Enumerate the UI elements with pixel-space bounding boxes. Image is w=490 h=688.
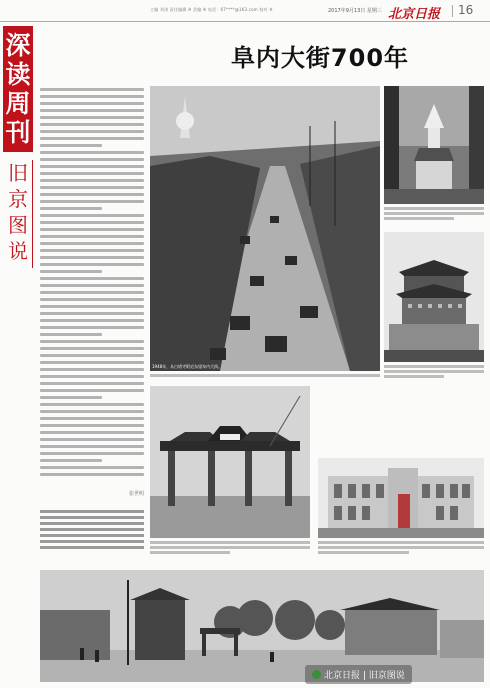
body-text-line — [40, 473, 144, 476]
watermark-text: 北京日报 | 旧京图说 — [324, 671, 405, 681]
body-text-line — [40, 130, 144, 133]
body-text-line — [40, 214, 144, 217]
photo-main-street — [150, 86, 380, 371]
vertical-char: 图 — [8, 213, 28, 237]
article-notes — [40, 510, 144, 555]
body-text-line — [40, 151, 144, 154]
photo-white-pagoda — [384, 86, 484, 204]
masthead-divider — [452, 5, 453, 17]
masthead-date: 2017年9月13日 星期三 — [328, 8, 382, 14]
column-subtitle-rule — [32, 160, 33, 268]
column-title — [3, 26, 33, 152]
photo-memorial-arch — [150, 386, 310, 538]
body-text-line — [40, 417, 144, 420]
photo-western-building — [318, 458, 484, 538]
caption-memorial-arch — [150, 540, 310, 556]
body-text-line — [40, 116, 144, 119]
caption-main: 1948年，从白塔寺附近东望阜内大街。 — [152, 364, 223, 369]
body-text-line — [40, 326, 144, 329]
body-text-line — [40, 347, 144, 350]
vertical-char: 旧 — [8, 161, 28, 185]
body-text-line — [40, 466, 144, 469]
body-text-line — [40, 452, 144, 455]
body-text-line — [40, 396, 102, 399]
page-number: 16 — [458, 3, 474, 17]
vertical-char: 说 — [8, 239, 28, 263]
body-text-line — [40, 137, 144, 140]
body-text-line — [40, 207, 102, 210]
body-text-line — [40, 424, 144, 427]
vertical-char: 刊 — [5, 118, 31, 147]
notes-text-line — [40, 522, 144, 525]
body-text-line — [40, 158, 144, 161]
body-text-line — [40, 445, 144, 448]
masthead — [0, 0, 490, 22]
photo-city-gate-image — [384, 232, 484, 362]
article-body — [40, 88, 144, 488]
body-text-line — [40, 221, 144, 224]
column-subtitle — [6, 160, 30, 264]
body-text-line — [40, 340, 144, 343]
body-text-line — [40, 410, 144, 413]
body-text-line — [40, 102, 144, 105]
caption-western-building — [318, 540, 484, 556]
body-text-line — [40, 95, 144, 98]
paper-name: 北京日报 — [388, 7, 441, 22]
notes-text-line — [40, 516, 144, 519]
photo-bottom-panorama-image — [40, 570, 484, 682]
body-text-line — [40, 431, 144, 434]
body-text-line — [40, 165, 144, 168]
body-text-line — [40, 228, 144, 231]
photo-memorial-arch-image — [150, 386, 310, 538]
body-text-line — [40, 242, 144, 245]
body-text-line — [40, 438, 144, 441]
notes-text-line — [40, 540, 144, 543]
photo-white-pagoda-image — [384, 86, 484, 204]
photo-western-building-image — [318, 458, 484, 538]
body-text-line — [40, 333, 102, 336]
body-text-line — [40, 263, 144, 266]
body-text-line — [40, 403, 144, 406]
caption-city-gate — [384, 364, 484, 380]
body-text-line — [40, 284, 144, 287]
body-text-line — [40, 144, 102, 147]
body-text-line — [40, 193, 144, 196]
vertical-char: 周 — [5, 89, 31, 118]
body-text-line — [40, 305, 144, 308]
body-text-line — [40, 186, 144, 189]
photo-bottom-panorama — [40, 570, 484, 682]
body-text-line — [40, 200, 144, 203]
body-text-line — [40, 235, 144, 238]
body-text-line — [40, 270, 102, 273]
author: 张世明 — [128, 491, 144, 497]
notes-text-line — [40, 534, 144, 537]
notes-text-line — [40, 510, 144, 513]
caption-white-pagoda — [384, 206, 484, 222]
body-text-line — [40, 312, 144, 315]
body-text-line — [40, 375, 144, 378]
body-text-line — [40, 459, 102, 462]
body-text-line — [40, 172, 144, 175]
watermark — [305, 665, 412, 684]
notes-text-line — [40, 546, 144, 549]
column-title-text — [3, 31, 33, 147]
caption-main-strip — [150, 373, 380, 379]
photo-main-street-image — [150, 86, 380, 371]
notes-text-line — [40, 528, 144, 531]
body-text-line — [40, 382, 144, 385]
headline: 阜内大街700年 — [230, 44, 410, 72]
body-text-line — [40, 179, 144, 182]
body-text-line — [40, 256, 144, 259]
masthead-meta: 主编 刘涛 责任编辑 ※ 美编 ※ 电话：67****@163.com 校对 ※ — [150, 7, 273, 12]
body-text-line — [40, 354, 144, 357]
body-text-line — [40, 277, 144, 280]
body-text-line — [40, 298, 144, 301]
column-subtitle-text — [6, 160, 30, 264]
vertical-char: 深 — [5, 31, 31, 60]
body-text-line — [40, 109, 144, 112]
vertical-char: 京 — [8, 187, 28, 211]
body-text-line — [40, 249, 144, 252]
body-text-line — [40, 361, 144, 364]
vertical-char: 读 — [5, 60, 31, 89]
body-text-line — [40, 291, 144, 294]
wechat-icon — [312, 670, 321, 679]
body-text-line — [40, 319, 144, 322]
body-text-line — [40, 389, 144, 392]
photo-city-gate — [384, 232, 484, 362]
body-text-line — [40, 123, 144, 126]
body-text-line — [40, 88, 144, 91]
body-text-line — [40, 368, 144, 371]
